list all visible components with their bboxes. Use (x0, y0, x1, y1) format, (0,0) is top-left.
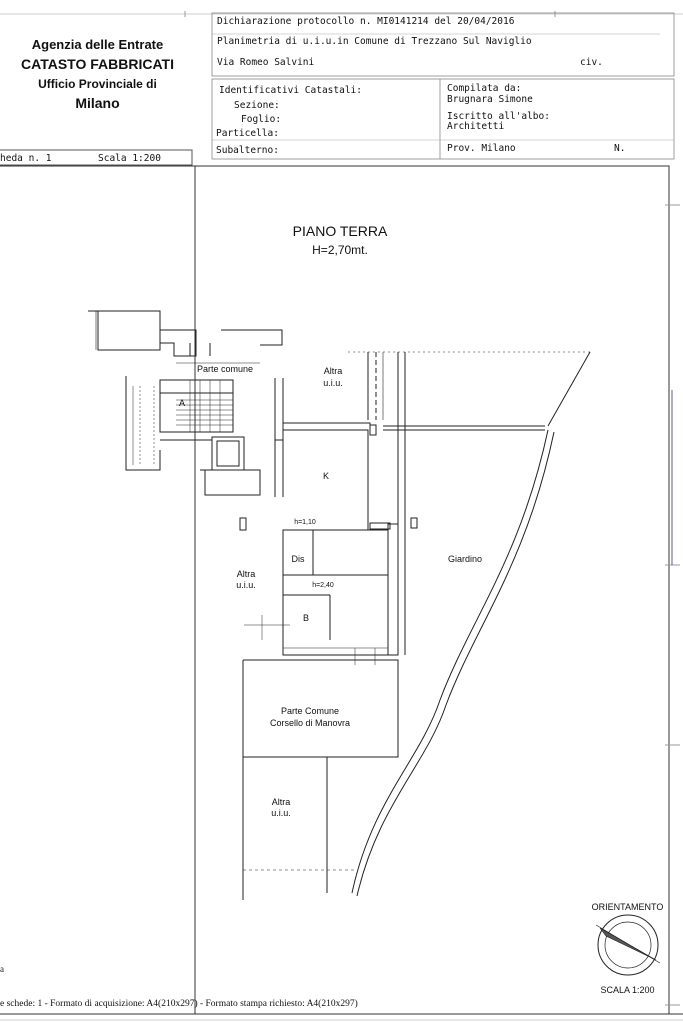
scheda-label: heda n. 1 (0, 153, 52, 164)
agency-office: Ufficio Provinciale di (38, 77, 157, 91)
room-altra-top-uiu: u.i.u. (323, 378, 343, 388)
protocol-line: Dichiarazione protocollo n. MI0141214 del 20/04/2016 (217, 16, 515, 27)
agency-catasto: CATASTO FABBRICATI (21, 56, 174, 72)
compilata-name: Brugnara Simone (447, 94, 533, 105)
agency-name: Agenzia delle Entrate (31, 37, 164, 52)
agency-city: Milano (75, 95, 120, 111)
particella-label: Particella: (216, 128, 279, 139)
room-corsello: Corsello di Manovra (269, 718, 351, 728)
footer-a: a (0, 964, 4, 974)
room-h240: h=2,40 (312, 582, 334, 589)
room-altra-left: Altra (236, 569, 256, 579)
planimetria-line: Planimetria di u.i.u.in Comune di Trezzano Sul Naviglio (217, 36, 532, 47)
room-b: B (302, 613, 309, 623)
orientation-label: ORIENTAMENTO (591, 902, 664, 912)
room-a: A (178, 398, 185, 408)
sezione-label: Sezione: (234, 100, 280, 111)
room-altra-left-uiu: u.i.u. (236, 580, 256, 590)
room-parte-comune-lower: Parte Comune (280, 706, 340, 716)
room-giardino: Giardino (447, 554, 483, 564)
subalterno-label: Subalterno: (216, 145, 279, 156)
scala-label: Scala 1:200 (98, 153, 161, 164)
floor-title: PIANO TERRA (292, 223, 388, 239)
room-altra-top: Altra (323, 366, 343, 376)
foglio-label: Foglio: (241, 114, 282, 125)
iscritto-label: Iscritto all'albo: (447, 111, 550, 122)
scale-label: SCALA 1:200 (600, 985, 655, 995)
footer-formats: e schede: 1 - Formato di acquisizione: A4(210x297) - Formato stampa richiesto: A4(210x297) (0, 999, 358, 1009)
prov-label: Prov. Milano (447, 143, 516, 154)
room-altra-bottom-uiu: u.i.u. (271, 808, 291, 818)
room-altra-bottom: Altra (271, 797, 291, 807)
civ-label: civ. (580, 57, 603, 68)
identificativi-label: Identificativi Catastali: (219, 85, 362, 96)
address-line: Via Romeo Salvini (217, 57, 315, 68)
room-parte-comune: Parte comune (196, 364, 254, 374)
floor-height: H=2,70mt. (312, 243, 368, 257)
room-dis: Dis (291, 554, 305, 564)
iscritto-value: Architetti (447, 121, 505, 132)
room-k: K (322, 471, 329, 481)
compilata-label: Compilata da: (447, 83, 522, 94)
room-h110: h=1,10 (294, 519, 316, 526)
n-label: N. (614, 143, 626, 154)
